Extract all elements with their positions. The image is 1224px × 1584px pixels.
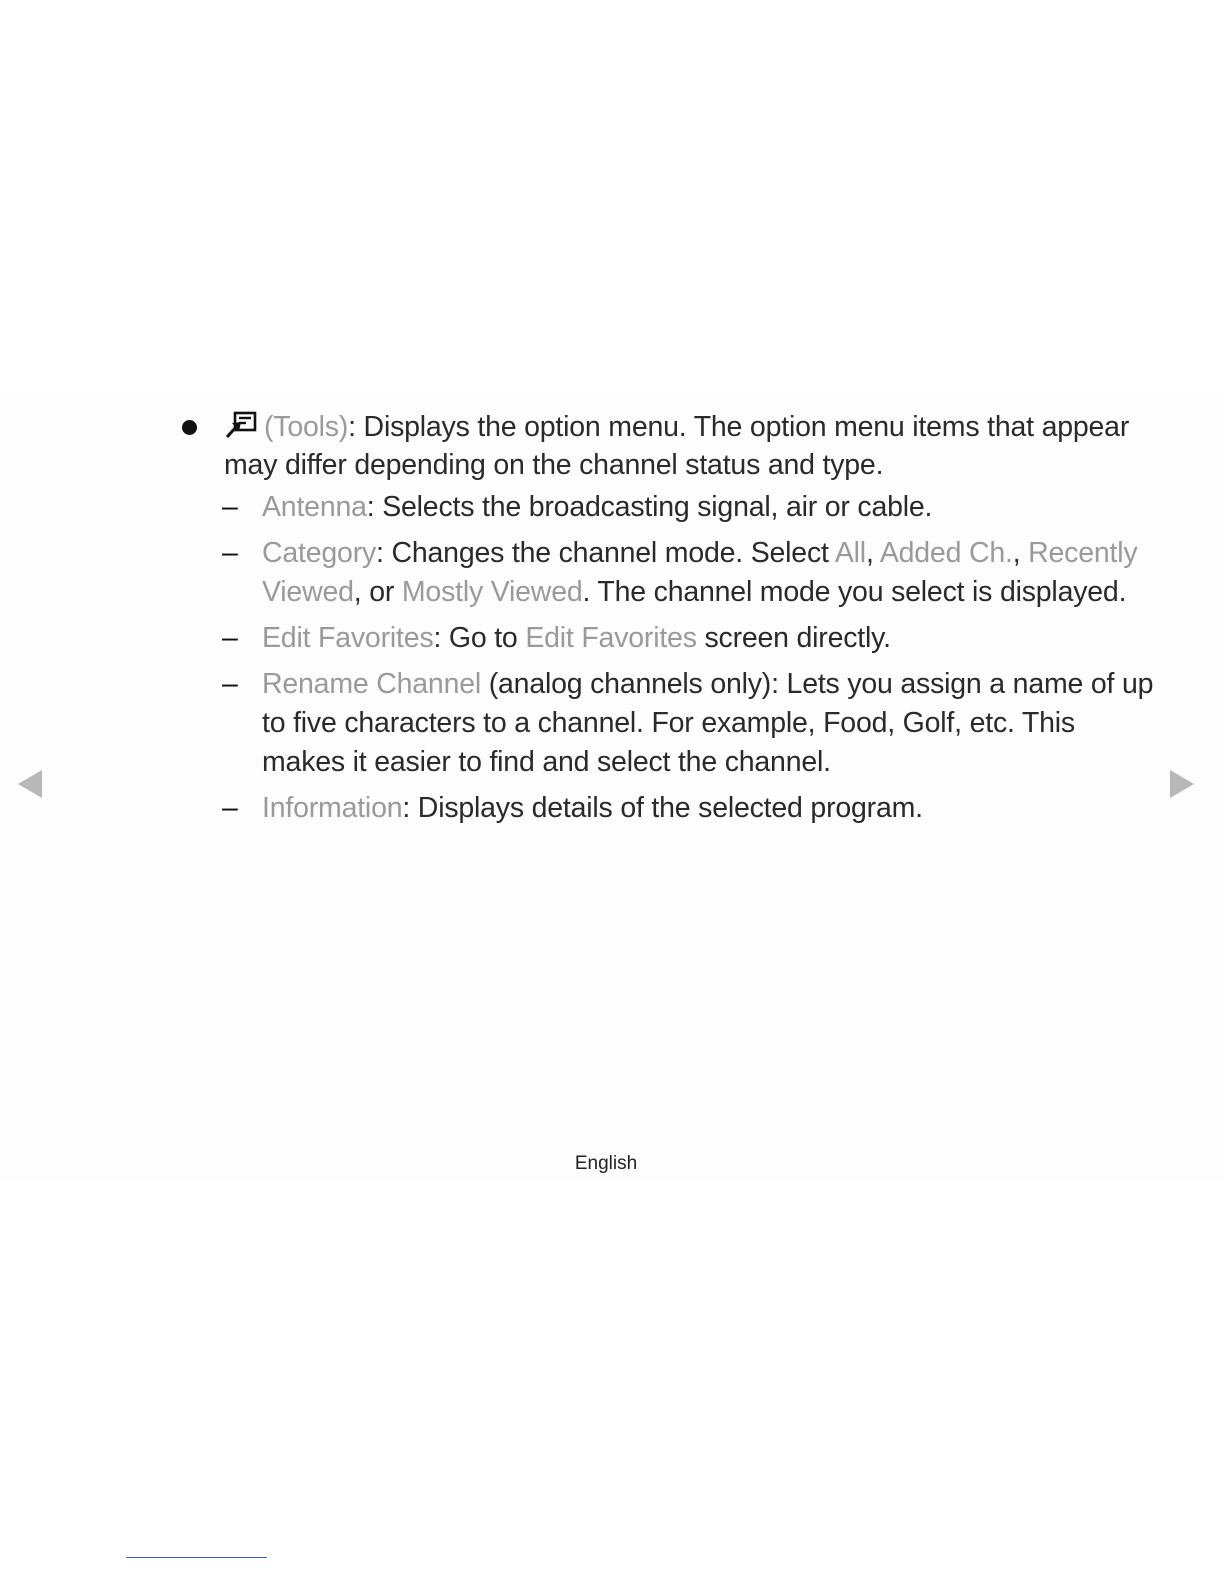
footnote-divider xyxy=(126,1557,267,1558)
category-sep-1: , xyxy=(865,537,880,569)
keyword-recently-viewed: Recently Viewed xyxy=(262,537,1138,608)
keyword-information: Information xyxy=(262,792,403,824)
antenna-description: : Selects the broadcasting signal, air or cable. xyxy=(366,491,933,523)
category-sep-3: , or xyxy=(353,576,402,608)
edit-favorites-text-2: screen directly. xyxy=(696,622,891,654)
footer-language: English xyxy=(574,1153,638,1174)
previous-page-arrow-icon[interactable] xyxy=(16,768,44,800)
content-area xyxy=(180,408,1160,835)
next-page-arrow-icon[interactable] xyxy=(1168,768,1196,800)
information-description: : Displays details of the selected program. xyxy=(402,792,923,824)
list-item-edit-favorites xyxy=(180,619,1160,658)
keyword-all: All xyxy=(834,537,866,569)
keyword-category: Category xyxy=(262,537,377,569)
list-item-information xyxy=(180,789,1160,828)
tools-bullet xyxy=(180,408,1160,484)
dash-marker: – xyxy=(222,537,238,569)
tools-icon xyxy=(224,411,258,439)
list-item-rename-channel xyxy=(180,665,1160,782)
tools-description: : Displays the option menu. The option menu items that appear may differ depending on the channel status and type. xyxy=(224,411,1130,481)
category-text-2: . The channel mode you select is displayed. xyxy=(582,576,1127,608)
dash-marker: – xyxy=(222,668,238,700)
rename-channel-description: (analog channels only): Lets you assign a name of up to five characters to a channel. For example, Food, Golf, etc. This makes it easier to find and select the channel. xyxy=(262,668,1154,778)
category-sep-2: , xyxy=(1012,537,1029,569)
keyword-edit-favorites: Edit Favorites xyxy=(262,622,434,654)
dash-marker: – xyxy=(222,622,238,654)
keyword-edit-favorites-2: Edit Favorites xyxy=(525,622,697,654)
keyword-rename-channel: Rename Channel xyxy=(262,668,482,700)
dash-marker: – xyxy=(222,491,238,523)
keyword-mostly-viewed: Mostly Viewed xyxy=(401,576,583,608)
category-text-1: : Changes the channel mode. Select xyxy=(376,537,835,569)
dash-marker: – xyxy=(222,792,238,824)
list-item-category xyxy=(180,534,1160,612)
list-item-antenna xyxy=(180,488,1160,527)
option-menu-list xyxy=(180,488,1160,828)
keyword-antenna: Antenna xyxy=(262,491,367,523)
edit-favorites-text-1: : Go to xyxy=(433,622,526,654)
bullet-dot xyxy=(182,420,197,435)
keyword-added-ch: Added Ch. xyxy=(879,537,1013,569)
tools-label: (Tools) xyxy=(264,411,349,443)
